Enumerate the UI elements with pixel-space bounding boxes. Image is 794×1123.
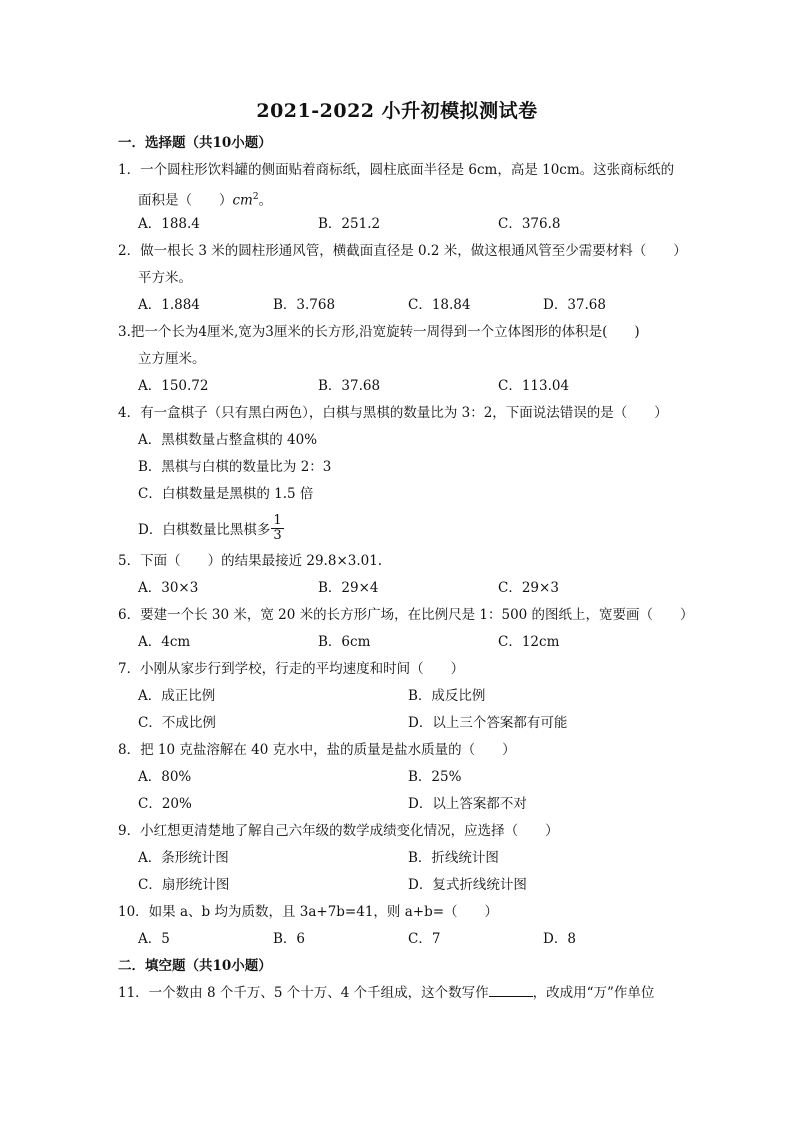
question-7-options-row-2 xyxy=(118,710,678,737)
section-heading-choice: 一．选择题（共10小题） xyxy=(118,135,272,151)
question-5-stem: 5．下面（ ）的结果最接近 29.8×3.01. xyxy=(118,553,383,569)
question-8-option-c[interactable]: C．20% xyxy=(138,796,192,812)
question-1-stem-text: 面积是（ ） xyxy=(138,192,233,209)
question-7-option-d[interactable]: D．以上三个答案都有可能 xyxy=(408,715,568,731)
question-2-stem-cont: 平方米。 xyxy=(138,270,192,286)
question-4-option-d-text: D．白棋数量比黑棋多 xyxy=(138,522,271,538)
question-9-option-d[interactable]: D．复式折线统计图 xyxy=(408,877,527,893)
question-6-option-a[interactable]: A．4cm xyxy=(138,634,191,650)
question-8 xyxy=(118,737,678,818)
question-10 xyxy=(118,899,678,953)
question-9-options-row-1 xyxy=(118,845,678,872)
question-6-option-b[interactable]: B．6cm xyxy=(318,634,371,650)
question-10-option-a[interactable]: A．5 xyxy=(138,931,170,947)
question-2-option-d[interactable]: D．37.68 xyxy=(543,297,606,313)
question-1-option-b[interactable]: B．251.2 xyxy=(318,216,381,232)
question-8-stem: 8．把 10 克盐溶解在 40 克水中，盐的质量是盐水质量的（ ） xyxy=(118,742,516,758)
fraction-numerator: 1 xyxy=(273,512,282,528)
question-3-options xyxy=(118,373,678,400)
question-1-stem: 1．一个圆柱形饮料罐的侧面贴着商标纸，圆柱底面半径是 6cm，高是 10cm。这张商标纸的 xyxy=(118,162,675,178)
question-6-options xyxy=(118,629,678,656)
question-3-stem: 3.把一个长为4厘米,宽为3厘米的长方形,沿宽旋转一周得到一个立体图形的体积是( ) xyxy=(118,324,640,340)
question-4-option-c[interactable]: C．白棋数量是黑棋的 1.5 倍 xyxy=(138,486,314,502)
section-heading-fill: 二．填空题（共10小题） xyxy=(118,958,272,974)
question-2-options xyxy=(118,292,678,319)
question-4-option-a[interactable]: A．黑棋数量占整盒棋的 40% xyxy=(138,432,318,448)
question-5-options xyxy=(118,575,678,602)
question-4-stem: 4．有一盒棋子（只有黑白两色），白棋与黑棋的数量比为 3：2，下面说法错误的是（ ） xyxy=(118,405,668,421)
question-11-text-a: 11．一个数由 8 个千万、5 个十万、4 个千组成，这个数写作 xyxy=(118,985,489,1001)
fraction-denominator: 3 xyxy=(273,527,282,543)
question-2-option-c[interactable]: C．18.84 xyxy=(408,297,471,313)
question-7-option-c[interactable]: C．不成比例 xyxy=(138,715,216,731)
question-9-options-row-2 xyxy=(118,872,678,899)
question-4-option-d[interactable] xyxy=(118,508,678,548)
question-7-stem: 7．小刚从家步行到学校，行走的平均速度和时间（ ） xyxy=(118,661,465,677)
question-3-stem-cont: 立方厘米。 xyxy=(138,351,206,367)
question-9-stem: 9．小红想更清楚地了解自己六年级的数学成绩变化情况，应选择（ ） xyxy=(118,823,559,839)
question-3-option-c[interactable]: C．113.04 xyxy=(498,378,570,394)
question-1-unit: cm xyxy=(232,192,253,209)
question-10-option-c[interactable]: C．7 xyxy=(408,931,441,947)
question-8-options-row-1 xyxy=(118,764,678,791)
question-6-stem: 6．要建一个长 30 米，宽 20 米的长方形广场，在比例尺是 1：500 的图纸上，宽要画（ ） xyxy=(118,607,694,623)
question-1-option-a[interactable]: A．188.4 xyxy=(138,216,200,232)
question-1-stem-cont xyxy=(118,184,678,211)
question-2-option-b[interactable]: B．3.768 xyxy=(273,297,336,313)
question-1-unit-exponent: 2 xyxy=(252,192,259,202)
question-3-option-a[interactable]: A．150.72 xyxy=(138,378,209,394)
question-4-option-b[interactable]: B．黑棋与白棋的数量比为 2：3 xyxy=(138,459,332,475)
question-3-option-b[interactable]: B．37.68 xyxy=(318,378,381,394)
question-1 xyxy=(118,157,678,238)
question-9 xyxy=(118,818,678,899)
question-9-option-c[interactable]: C．扇形统计图 xyxy=(138,877,230,893)
question-2 xyxy=(118,238,687,319)
question-6-option-c[interactable]: C．12cm xyxy=(498,634,560,650)
question-11-stem xyxy=(118,980,678,1007)
question-4 xyxy=(118,400,678,548)
question-9-option-a[interactable]: A．条形统计图 xyxy=(138,850,229,866)
question-6 xyxy=(118,602,694,656)
question-8-option-a[interactable]: A．80% xyxy=(138,769,192,785)
question-11 xyxy=(118,980,678,1007)
question-7 xyxy=(118,656,678,737)
question-5 xyxy=(118,548,678,602)
question-10-options xyxy=(118,926,678,953)
question-1-option-c[interactable]: C．376.8 xyxy=(498,216,561,232)
question-5-option-a[interactable]: A．30×3 xyxy=(138,580,199,596)
exam-content xyxy=(118,130,694,1007)
answer-blank[interactable] xyxy=(489,984,533,997)
question-7-option-b[interactable]: B．成反比例 xyxy=(408,688,486,704)
question-11-text-b: ，改成用“万”作单位 xyxy=(532,985,655,1001)
question-2-option-a[interactable]: A．1.884 xyxy=(138,297,200,313)
fraction xyxy=(271,514,283,543)
question-1-stem-end: 。 xyxy=(258,192,273,209)
question-2-stem: 2．做一根长 3 米的圆柱形通风管，横截面直径是 0.2 米，做这根通风管至少需要材料（ ） xyxy=(118,243,687,259)
question-9-option-b[interactable]: B．折线统计图 xyxy=(408,850,499,866)
question-8-options-row-2 xyxy=(118,791,678,818)
question-10-option-b[interactable]: B．6 xyxy=(273,931,306,947)
question-7-option-a[interactable]: A．成正比例 xyxy=(138,688,216,704)
question-3 xyxy=(118,319,678,400)
question-5-option-b[interactable]: B．29×4 xyxy=(318,580,379,596)
question-4-options xyxy=(118,427,678,508)
page-title: 2021-2022 小升初模拟测试卷 xyxy=(256,100,538,122)
question-10-stem: 10．如果 a、b 均为质数，且 3a+7b=41，则 a+b=（ ） xyxy=(118,904,499,920)
question-8-option-b[interactable]: B．25% xyxy=(408,769,462,785)
question-1-options xyxy=(118,211,678,238)
question-5-option-c[interactable]: C．29×3 xyxy=(498,580,559,596)
question-10-option-d[interactable]: D．8 xyxy=(543,931,576,947)
question-7-options-row-1 xyxy=(118,683,678,710)
question-8-option-d[interactable]: D．以上答案都不对 xyxy=(408,796,527,812)
